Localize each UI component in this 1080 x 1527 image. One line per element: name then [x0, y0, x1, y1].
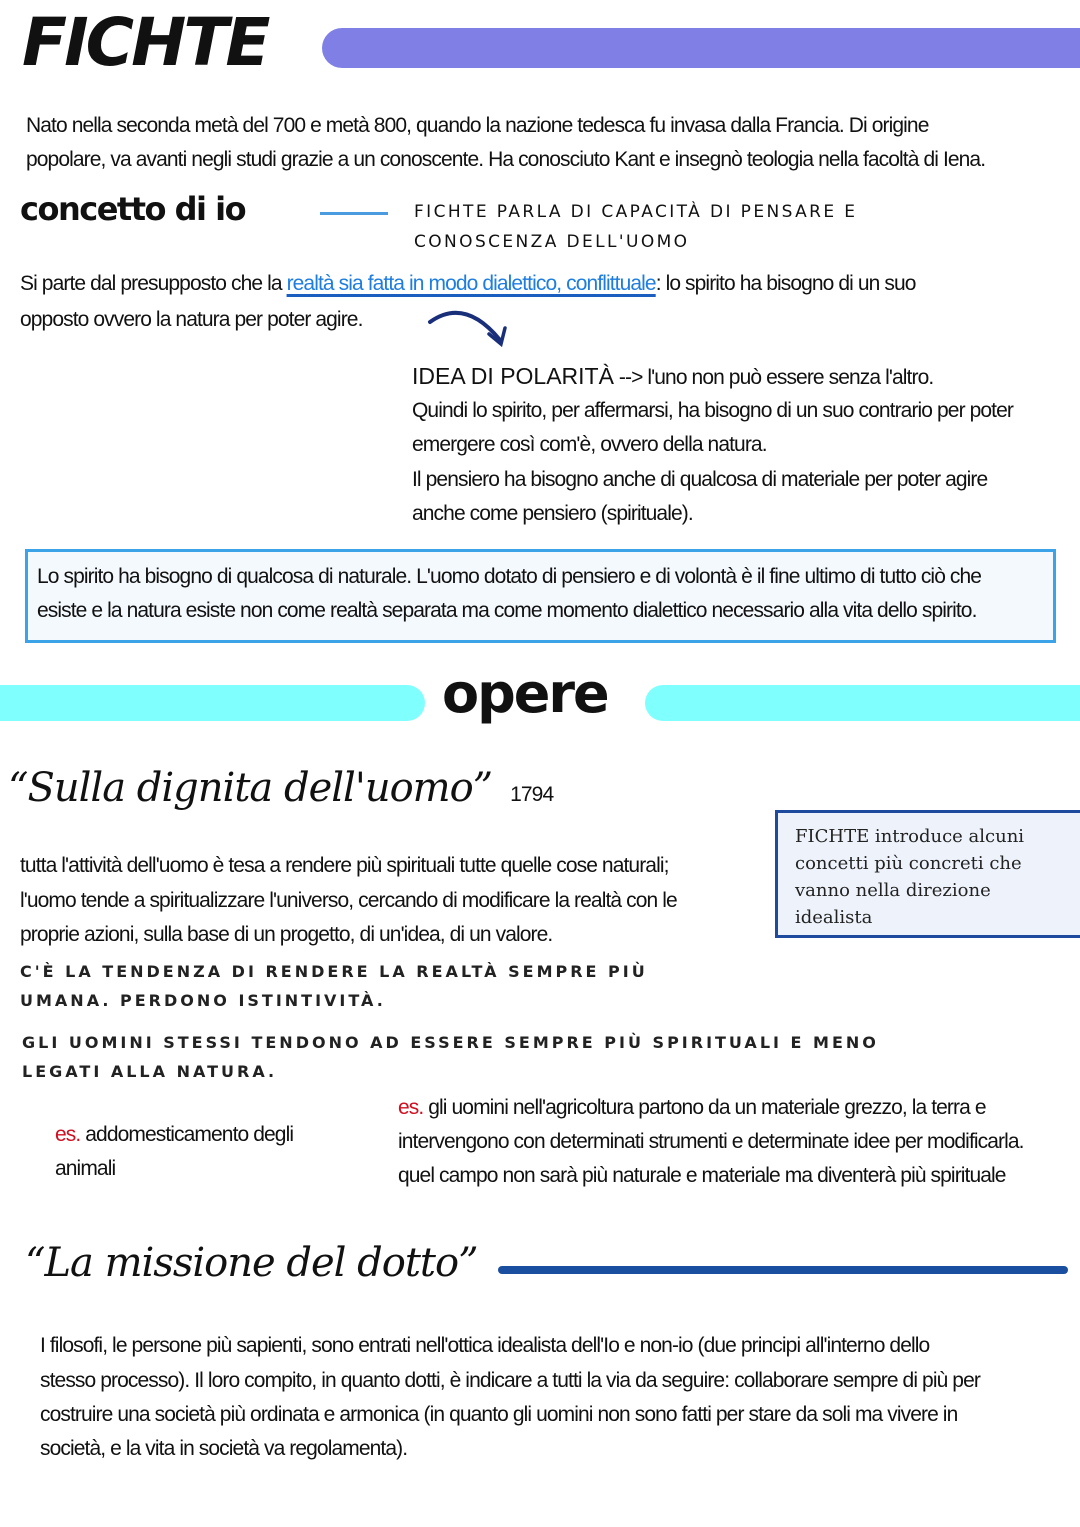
example-right: intervengono con determinati strumenti e determinate idee per modificarla.: [398, 1130, 1024, 1153]
work-line: I filosofi, le persone più sapienti, sono entrati nell'ottica idealista dell'Io e non-io (due principi all'interno dello: [40, 1334, 930, 1357]
polarity-label: IDEA DI POLARITÀ: [412, 363, 614, 389]
polarity-line: emergere così com'è, ovvero della natura.: [412, 433, 767, 456]
example-label: es.: [398, 1096, 424, 1119]
text: l'uno non può essere senza l'altro.: [647, 366, 934, 389]
summary-line: esiste e la natura esiste non come realtà separata ma come momento dialettico necessario alla vita dello spirito.: [37, 599, 977, 622]
curved-arrow-icon: [425, 302, 515, 352]
work-line: società, e la vita in società va regolamenta).: [40, 1437, 408, 1460]
work-caps-line: LEGATI ALLA NATURA.: [22, 1062, 278, 1081]
page-title: FICHTE: [22, 4, 268, 81]
polarity-line: Quindi lo spirito, per affermarsi, ha bisogno di un suo contrario per poter: [412, 399, 1013, 422]
work-caps-line: GLI UOMINI STESSI TENDONO AD ESSERE SEMPRE PIÙ SPIRITUALI E MENO: [22, 1033, 879, 1052]
work-title-row: [8, 765, 553, 811]
work-year: 1794: [510, 783, 554, 806]
note-line: vanno nella direzione: [795, 880, 991, 901]
text: : lo spirito ha bisogno di un suo: [655, 272, 916, 295]
example-right: [398, 1097, 986, 1118]
text: gli uomini nell'agricoltura partono da un materiale grezzo, la terra e: [428, 1096, 986, 1119]
note-line: concetti più concreti che: [795, 853, 1022, 874]
summary-box: [25, 549, 1056, 643]
concetto-line: opposto ovvero la natura per poter agire.: [20, 308, 363, 331]
text: Si parte dal presupposto che la: [20, 272, 287, 295]
concetto-line: [20, 273, 916, 294]
note-line: idealista: [795, 907, 873, 928]
work-title: “Sulla dignita dell'uomo”: [8, 765, 493, 811]
polarity-line: anche come pensiero (spirituale).: [412, 502, 693, 525]
opere-accent-bar-left: [0, 685, 425, 721]
intro-line: Nato nella seconda metà del 700 e metà 800, quando la nazione tedesca fu invasa dalla Francia. Di origine: [26, 114, 929, 137]
concetto-summary: CONOSCENZA DELL'UOMO: [414, 232, 690, 252]
example-label: es.: [55, 1123, 81, 1146]
concetto-summary: FICHTE PARLA DI CAPACITÀ DI PENSARE E: [414, 202, 858, 222]
work-line: tutta l'attività dell'uomo è tesa a rendere più spirituali tutte quelle cose naturali;: [20, 854, 669, 877]
heading-connector-line: [320, 212, 388, 215]
work-line: proprie azioni, sulla base di un progetto, di un'idea, di un valore.: [20, 923, 553, 946]
intro-line: popolare, va avanti negli studi grazie a un conoscente. Ha conosciuto Kant e insegnò teologia nella facoltà di Iena.: [26, 148, 986, 171]
polarity-line: [412, 365, 933, 388]
work-caps-line: C'È LA TENDENZA DI RENDERE LA REALTÀ SEMPRE PIÙ: [20, 962, 648, 981]
summary-line: Lo spirito ha bisogno di qualcosa di naturale. L'uomo dotato di pensiero e di volontà è il fine ultimo di tutto ciò che: [37, 565, 982, 588]
polarity-line: Il pensiero ha bisogno anche di qualcosa di materiale per poter agire: [412, 468, 988, 491]
section-heading-concetto: concetto di io: [20, 190, 246, 228]
work-line: stesso processo). Il loro compito, in quanto dotti, è indicare a tutti la via da seguire: collaborare sempre di più per: [40, 1369, 980, 1392]
example-left: [55, 1124, 293, 1145]
text: addomesticamento degli: [85, 1123, 294, 1146]
highlighted-phrase: realtà sia fatta in modo dialettico, conflittuale: [286, 272, 656, 295]
section-heading-opere: opere: [442, 662, 608, 725]
arrow: -->: [618, 366, 643, 389]
work-title-accent-line: [498, 1266, 1068, 1274]
work-line: l'uomo tende a spiritualizzare l'universo, cercando di modificare la realtà con le: [20, 889, 677, 912]
work-line: costruire una società più ordinata e armonica (in quanto gli uomini non sono fatti per stare da soli ma vivere in: [40, 1403, 958, 1426]
note-line: FICHTE introduce alcuni: [795, 826, 1025, 847]
opere-accent-bar-right: [645, 685, 1080, 721]
example-right: quel campo non sarà più naturale e materiale ma diventerà più spirituale: [398, 1164, 1006, 1187]
work-title: “La missione del dotto”: [25, 1240, 478, 1286]
work-caps-line: UMANA. PERDONO ISTINTIVITÀ.: [20, 991, 386, 1010]
work-title-row: [25, 1240, 1068, 1286]
example-left: animali: [55, 1157, 116, 1180]
note-box: [775, 810, 1080, 938]
title-accent-bar: [322, 28, 1080, 68]
